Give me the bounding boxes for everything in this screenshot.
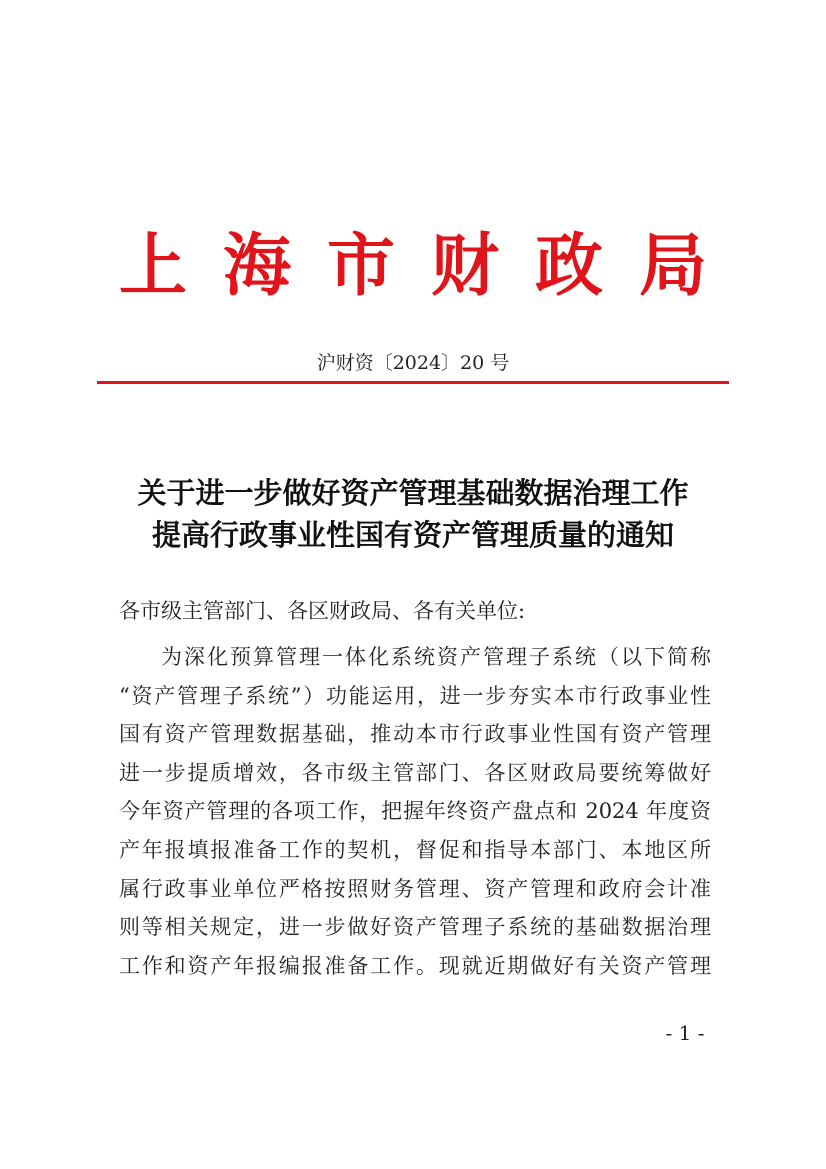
body-line: 属行政事业单位严格按照财务管理、资产管理和政府会计准 xyxy=(119,876,711,901)
body-line: 产年报填报准备工作的契机，督促和指导本部门、本地区所 xyxy=(119,837,711,862)
body-line: 工作和资产年报编报准备工作。现就近期做好有关资产管理 xyxy=(119,953,711,978)
page-number: - 1 - xyxy=(665,1021,705,1045)
issuer-heading: 上海市财政局 xyxy=(118,226,743,306)
body-line: 为深化预算管理一体化系统资产管理子系统（以下简称 xyxy=(161,645,711,669)
title-line-1: 关于进一步做好资产管理基础数据治理工作 xyxy=(137,476,689,510)
document-title xyxy=(60,472,766,556)
red-divider-line xyxy=(97,381,729,384)
body-line: 国有资产管理数据基础，推动本市行政事业性国有资产管理 xyxy=(119,722,711,747)
body-paragraph xyxy=(119,638,711,985)
title-line-2: 提高行政事业性国有资产管理质量的通知 xyxy=(151,518,674,552)
body-line: 进一步提质增效，各市级主管部门、各区财政局要统筹做好 xyxy=(119,760,711,785)
body-line: “资产管理子系统”）功能运用，进一步夯实本市行政事业性 xyxy=(119,683,711,708)
document-number: 沪财资〔2024〕20 号 xyxy=(316,352,510,374)
body-line: 今年资产管理的各项工作，把握年终资产盘点和 2024 年度资 xyxy=(119,799,711,824)
body-line: 则等相关规定，进一步做好资产管理子系统的基础数据治理 xyxy=(119,915,711,940)
salutation: 各市级主管部门、各区财政局、各有关单位: xyxy=(119,599,526,623)
